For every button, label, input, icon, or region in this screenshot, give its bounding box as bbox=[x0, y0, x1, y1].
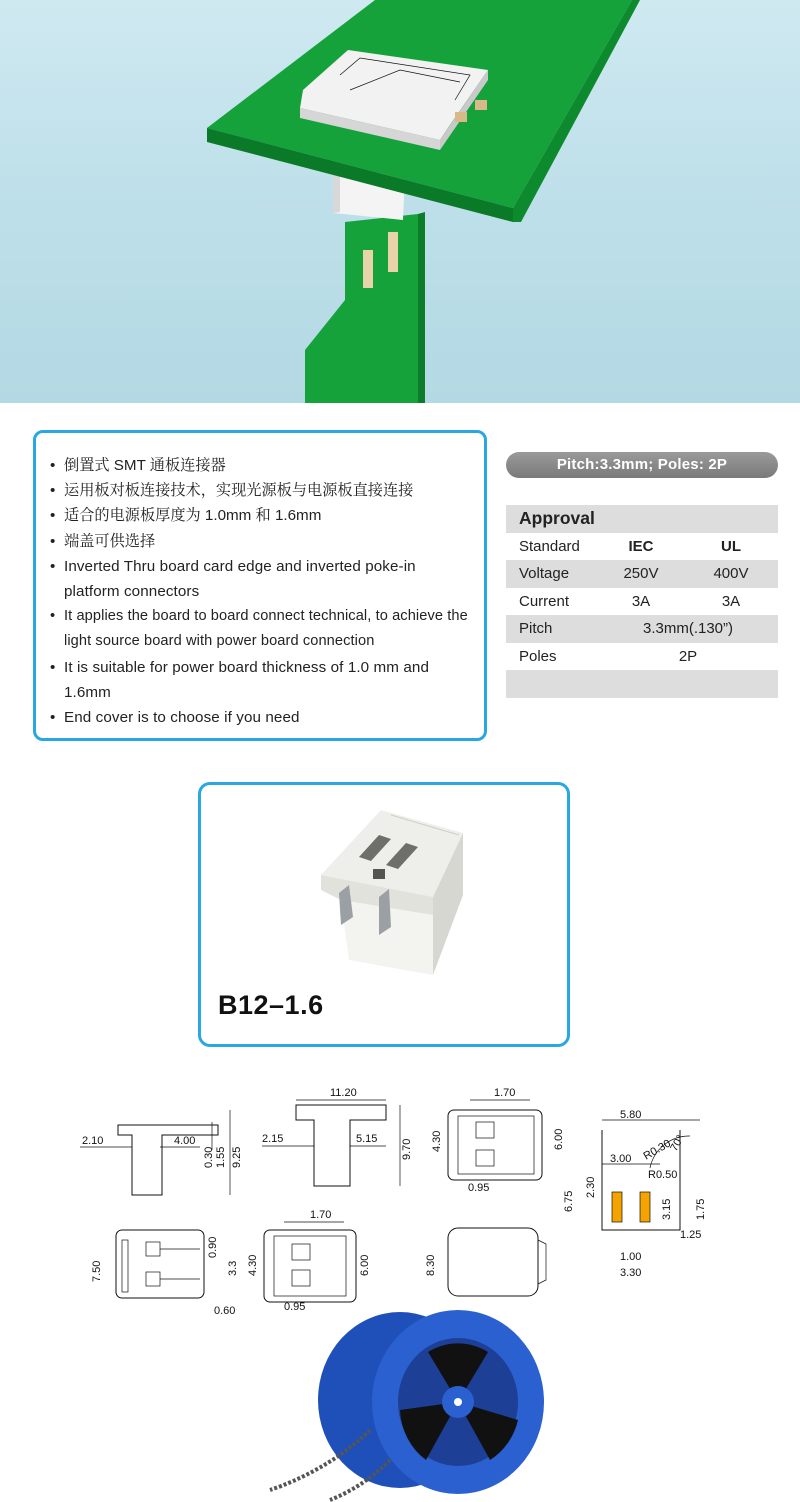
dim-label: 2.30 bbox=[585, 1176, 597, 1198]
dim-label: 6.00 bbox=[359, 1254, 371, 1276]
dim-label: 1.75 bbox=[695, 1198, 707, 1220]
top-view-1 bbox=[431, 1087, 565, 1194]
feature-item: • 端盖可供选择 bbox=[50, 529, 470, 554]
bottom-view bbox=[91, 1230, 239, 1317]
features-box bbox=[33, 430, 487, 741]
dim-label: 2.15 bbox=[262, 1133, 284, 1145]
model-number: B12–1.6 bbox=[218, 990, 324, 1020]
feature-item: • 运用板对板连接技术，实现光源板与电源板直接连接 bbox=[50, 478, 470, 503]
approval-title: Approval bbox=[519, 508, 595, 529]
dim-label: 11.20 bbox=[330, 1087, 357, 1099]
approval-header bbox=[506, 505, 778, 533]
dim-label: 4.30 bbox=[247, 1254, 259, 1276]
iec-header: IEC bbox=[628, 537, 654, 555]
table-row-empty bbox=[506, 670, 778, 698]
feature-item: • 适合的电源板厚度为 1.0mm 和 1.6mm bbox=[50, 503, 470, 528]
features-list bbox=[36, 433, 484, 730]
end-cover-view bbox=[425, 1228, 546, 1296]
dim-label: 0.95 bbox=[284, 1301, 306, 1313]
dim-label: 3.3 bbox=[227, 1260, 239, 1276]
dim-label: R0.50 bbox=[648, 1169, 678, 1181]
current-iec: 3A bbox=[631, 592, 651, 610]
dim-label: 5.80 bbox=[620, 1109, 642, 1121]
dim-label: 9.70 bbox=[401, 1138, 413, 1160]
current-ul: 3A bbox=[721, 592, 741, 610]
ul-header: UL bbox=[721, 537, 741, 555]
pcb-connector-illustration bbox=[0, 0, 800, 403]
dim-label: 3.15 bbox=[661, 1198, 673, 1220]
side-view-2 bbox=[262, 1087, 413, 1186]
tape-reel-image bbox=[260, 1310, 560, 1502]
table-row bbox=[506, 643, 778, 671]
feature-item: • End cover is to choose if you need bbox=[50, 705, 470, 730]
dim-label: 0.30 bbox=[203, 1146, 215, 1168]
dim-label: 6.00 bbox=[553, 1128, 565, 1150]
pcb-cutout-drawing bbox=[563, 1109, 707, 1279]
table-row bbox=[506, 588, 778, 616]
feature-item: • Inverted Thru board card edge and inverted poke-in platform connectors bbox=[50, 554, 470, 604]
feature-item: • It applies the board to board connect technical, to achieve the light source board with power board connection bbox=[50, 604, 470, 654]
dim-label: 9.25 bbox=[231, 1146, 243, 1168]
dim-label: 1.55 bbox=[215, 1146, 227, 1168]
feature-item: • 倒置式 SMT 通板连接器 bbox=[50, 453, 470, 478]
feature-item: • It is suitable for power board thickness of 1.0 mm and 1.6mm bbox=[50, 655, 470, 705]
voltage-iec: 250V bbox=[623, 565, 659, 583]
dim-label: 0.95 bbox=[468, 1182, 490, 1194]
dim-label: 6.75 bbox=[563, 1190, 575, 1212]
voltage-ul: 400V bbox=[713, 565, 749, 583]
pitch-value: 3.3mm(.130”) bbox=[642, 620, 734, 638]
dim-label: 1.70 bbox=[494, 1087, 516, 1099]
dim-label: 4.30 bbox=[431, 1130, 443, 1152]
dim-label: 5.15 bbox=[356, 1133, 378, 1145]
hero-illustration bbox=[0, 0, 800, 403]
table-row bbox=[506, 533, 778, 561]
table-row bbox=[506, 615, 778, 643]
dim-label: 7.50 bbox=[91, 1260, 103, 1282]
pitch-label: Pitch bbox=[519, 620, 553, 638]
dim-label: 8.30 bbox=[425, 1254, 437, 1276]
current-label: Current bbox=[519, 592, 570, 610]
lower-pcb bbox=[305, 214, 418, 403]
dim-label: 70° bbox=[668, 1133, 687, 1154]
dim-label: 3.00 bbox=[610, 1153, 632, 1165]
pitch-poles-badge: Pitch:3.3mm; Poles: 2P bbox=[506, 452, 778, 478]
voltage-label: Voltage bbox=[519, 565, 570, 583]
side-view-1 bbox=[80, 1110, 243, 1195]
approval-table bbox=[506, 505, 778, 698]
dim-label: 3.30 bbox=[620, 1267, 642, 1279]
dim-label: 1.25 bbox=[680, 1229, 702, 1241]
top-view-2 bbox=[247, 1209, 371, 1313]
dim-label: 0.90 bbox=[207, 1236, 219, 1258]
dim-label: 2.10 bbox=[82, 1135, 104, 1147]
dim-label: R0.30 bbox=[641, 1137, 673, 1163]
dim-label: 0.60 bbox=[214, 1305, 236, 1317]
poles-value: 2P bbox=[678, 647, 698, 665]
dim-label: 1.70 bbox=[310, 1209, 332, 1221]
table-row bbox=[506, 560, 778, 588]
standard-label: Standard bbox=[519, 537, 580, 555]
dim-label: 4.00 bbox=[174, 1135, 196, 1147]
poles-label: Poles bbox=[519, 647, 557, 665]
dimension-drawings bbox=[0, 1080, 800, 1320]
dim-label: 1.00 bbox=[620, 1251, 642, 1263]
